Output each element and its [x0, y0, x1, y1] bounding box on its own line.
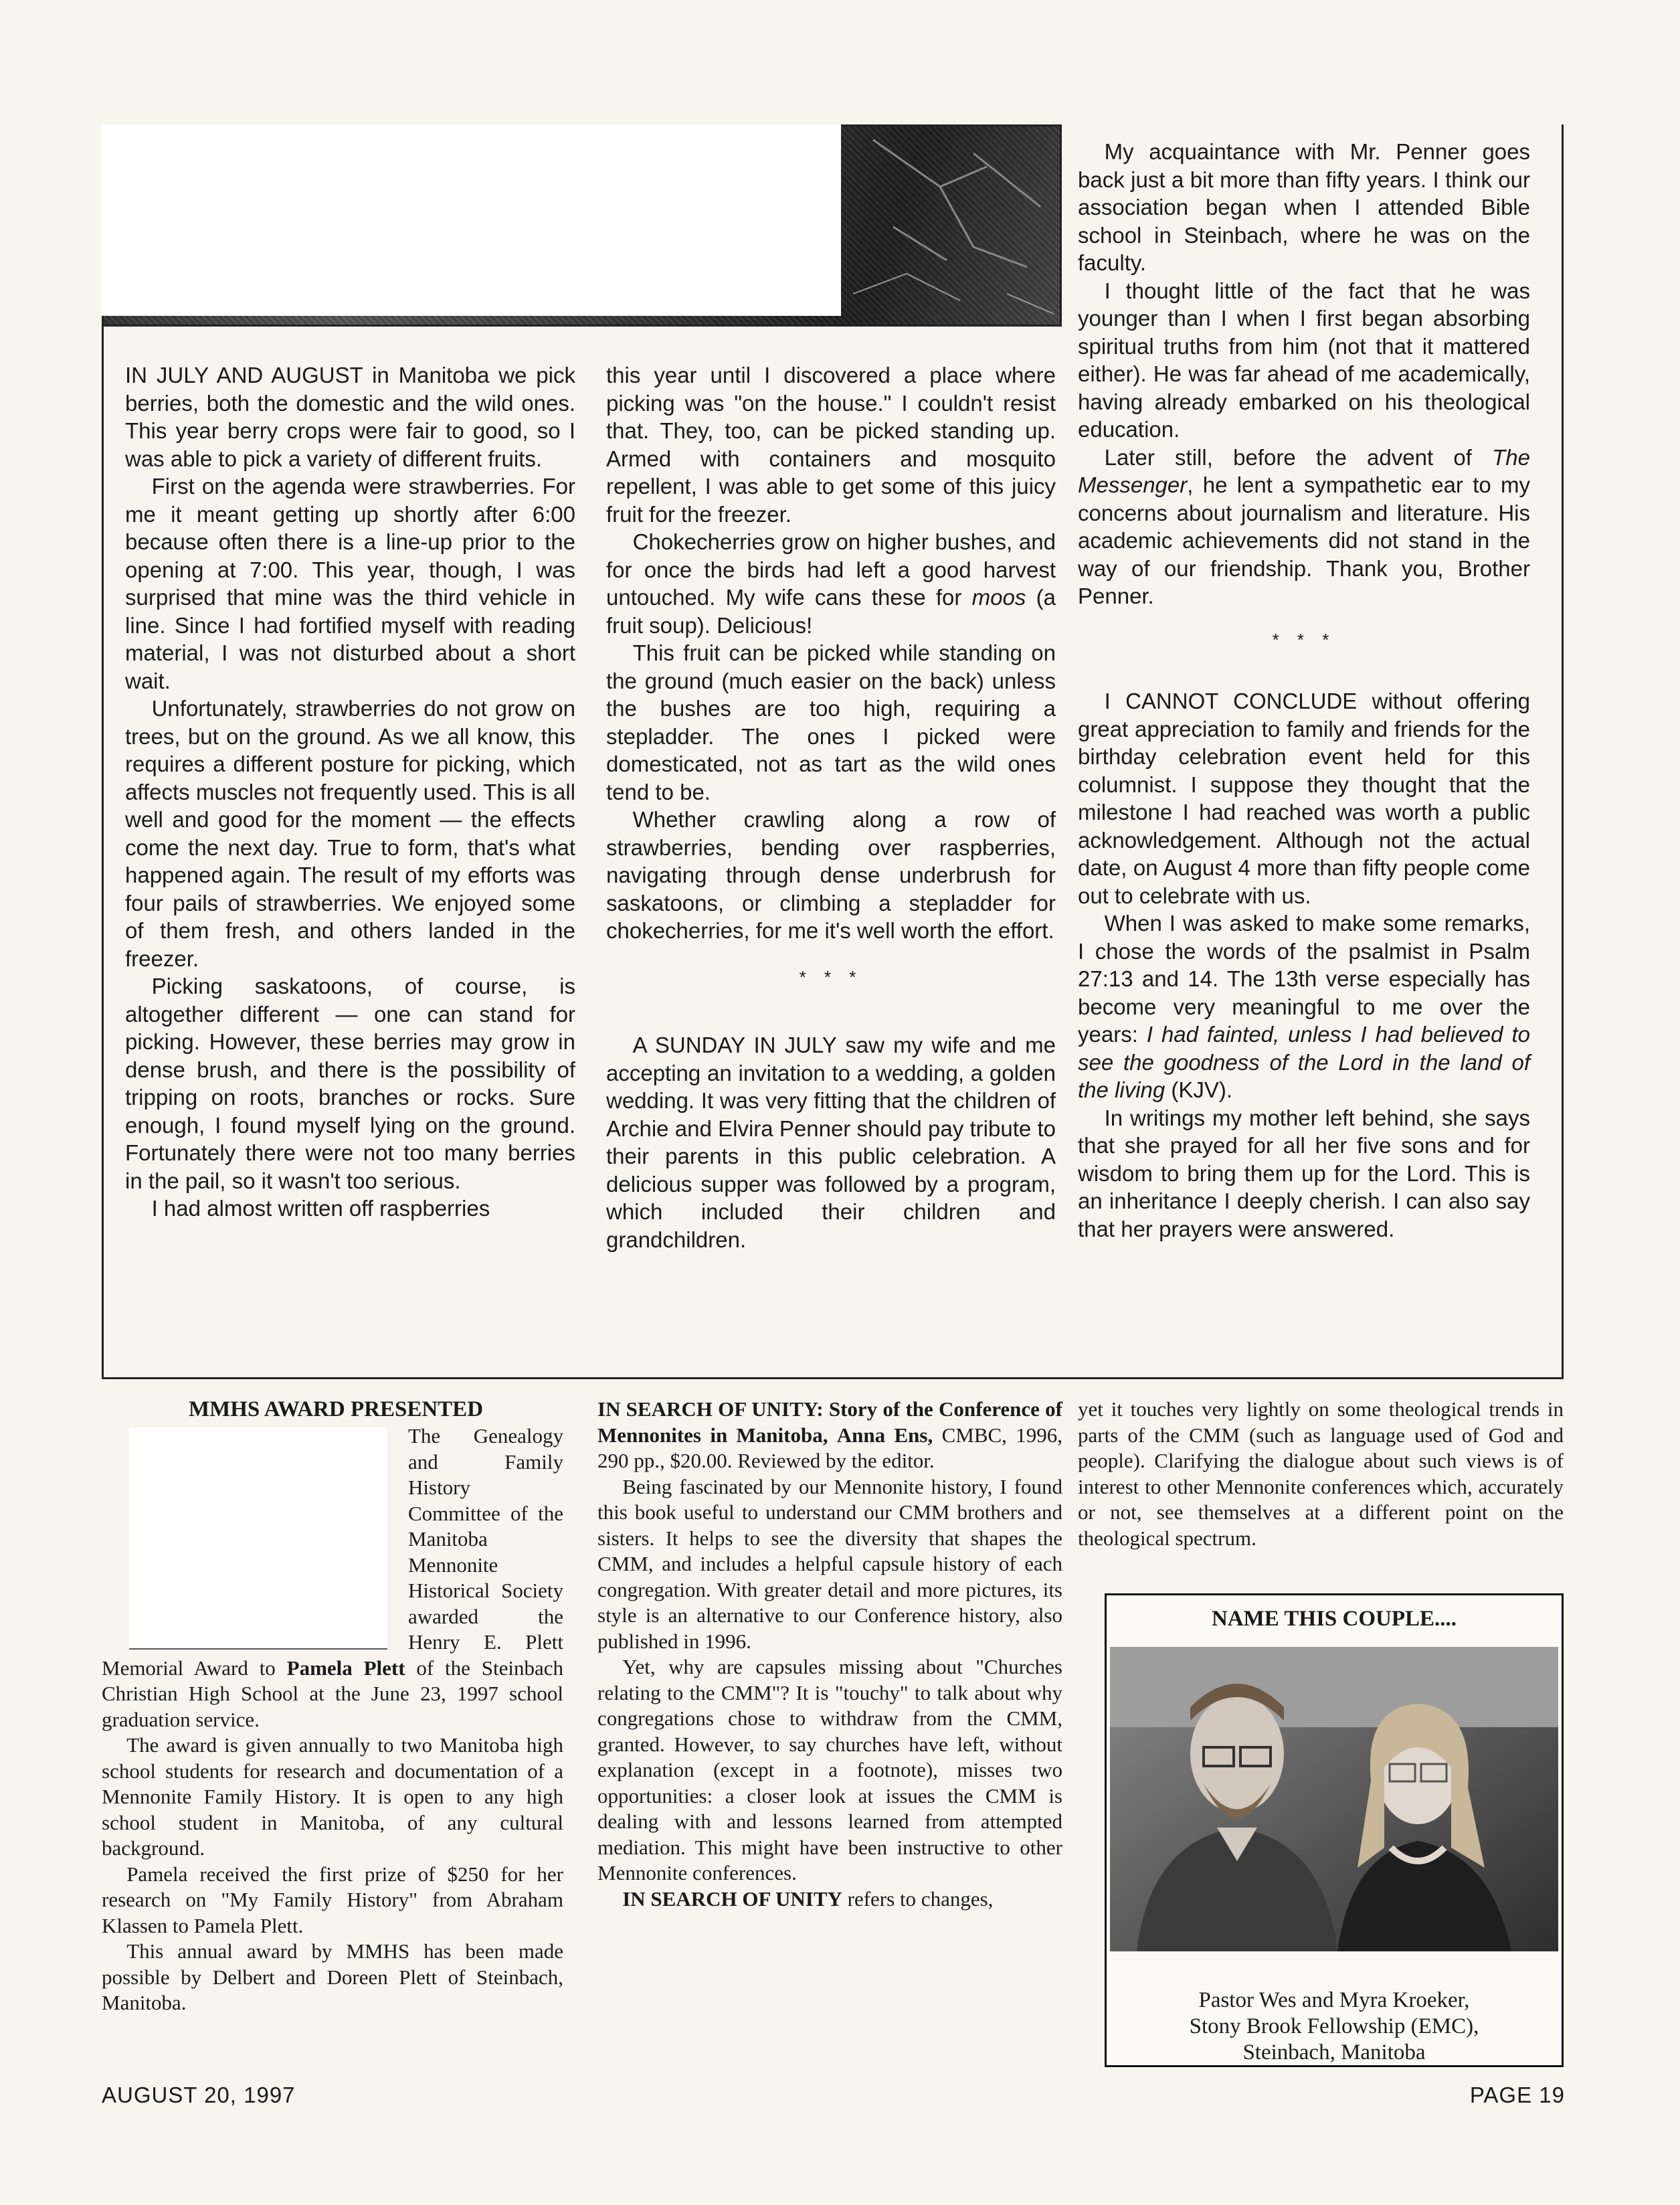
paragraph: In writings my mother left behind, she says that she prayed for all her five sons and for wisdom to bring them up for the Lord. This is an inheritance I deeply cherish. I can also say that her prayers were answered. — [1078, 1105, 1530, 1241]
paragraph: The Genealogy and Family History Committee of the Manitoba Mennonite Historical Society awarded the Henry E. Plett Memorial Award to Pamela Plett of the Steinbach Christian High School at the June 23, 1997 school graduation service. — [102, 1424, 563, 1731]
caption-line: Steinbach, Manitoba — [1242, 2040, 1426, 2064]
paragraph: Unfortunately, strawberries do not grow on trees, but on the ground. As we all know, this requires a different posture for picking, which affects muscles not frequently used. This is all well and good for the moment — the effects come the next day. True to form, that's what happened again. The result of my efforts was four pails of strawberries. We enjoyed some of them fresh, and others landed in the freezer. — [125, 696, 575, 971]
redacted-area — [102, 124, 841, 316]
caption-line: Pastor Wes and Myra Kroeker, — [1198, 1988, 1470, 2012]
paragraph: This annual award by MMHS has been made possible by Delbert and Doreen Plett of Steinbach, Manitoba. — [102, 1939, 563, 2014]
paragraph: Chokecherries grow on higher bushes, and for once the birds had left a good harvest untouched. My wife cans these for moos (a fruit soup). Delicious! — [606, 529, 1056, 638]
paragraph: I CANNOT CONCLUDE without offering great appreciation to family and friends for the birthday celebration event held for this columnist. I suppose they thought that the milestone I had reached was worth a public acknowledgement. Although not the actual date, on August 4 more than fifty people come out to celebrate with us. — [1078, 689, 1530, 908]
paragraph: IN JULY AND AUGUST in Manitoba we pick berries, both the domestic and the wild ones. This year berry crops were fair to good, so I was able to pick a variety of different fruits. — [125, 363, 575, 471]
footer-page-number: PAGE 19 — [1469, 2083, 1565, 2107]
italic-term: moos — [971, 585, 1026, 610]
section-separator: * * * — [799, 966, 863, 987]
book-review-continued — [1078, 1397, 1564, 1551]
paragraph: yet it touches very lightly on some theological trends in parts of the CMM (such as language used of God and people). Clarifying the dialogue about such views is of interest to other Mennonite conferences which, accurately or not, see themselves at a different point on the theological spectrum. — [1078, 1397, 1564, 1550]
paragraph: Picking saskatoons, of course, is altogether different — one can stand for picking. However, these berries may grow in dense brush, and there is the possibility of tripping on roots, branches or rocks. Sure enough, I found myself lying on the ground. Fortunately there were not too many berries in the pail, so it wasn't too serious. — [125, 974, 575, 1193]
paragraph: This fruit can be picked while standing on the ground (much easier on the back) unless the bushes are too high, requiring a stepladder. The ones I picked were domesticated, not as tart as the wild ones tend to be. — [606, 640, 1056, 804]
paragraph: Yet, why are capsules missing about "Churches relating to the CMM"? It is "touchy" to talk about why congregations chose to withdraw from the CMM, granted. However, to say churches have left, without explanation (except in a footnote), misses two opportunities: a closer look at issues the CMM is dealing with and lessons learned from attempted mediation. This might have been instructive to other Mennonite conferences. — [597, 1655, 1062, 1884]
paragraph: Later still, before the advent of The Messenger, he lent a sympathetic ear to my concerns about journalism and literature. His academic achievements did not stand in the way of our friendship. Thank you, Brother Penner. — [1078, 444, 1531, 608]
paragraph: I thought little of the fact that he was younger than I when I first began absorbing spiritual truths from him (not that it mattered either). He was far ahead of me academically, having already embarked on his theological education. — [1078, 278, 1530, 442]
book-review — [597, 1397, 1062, 1912]
award-heading: MMHS AWARD PRESENTED — [188, 1397, 484, 1421]
paragraph: IN SEARCH OF UNITY refers to changes, — [622, 1886, 994, 1911]
column-text-3 — [1078, 138, 1530, 1243]
paragraph: A SUNDAY IN JULY saw my wife and me accepting an invitation to a wedding, a golden wedding. It was very fitting that the children of Archie and Elvira Penner should pay tribute to their parents in this public celebration. A delicious supper was followed by a program, which included their children and grandchildren. — [606, 1033, 1056, 1252]
couple-heading: NAME THIS COUPLE.... — [1211, 1607, 1457, 1631]
footer-date: AUGUST 20, 1997 — [102, 2083, 296, 2107]
paragraph: My acquaintance with Mr. Penner goes back just a bit more than fifty years. I think our association began when I attended Bible school in Steinbach, where he was on the faculty. — [1078, 139, 1530, 275]
italic-title: The Messenger — [1078, 444, 1531, 497]
couple-caption — [1105, 1988, 1564, 2066]
paragraph: First on the agenda were strawberries. For me it meant getting up shortly after 6:00 because often there is a line-up prior to the opening at 7:00. This year, though, I was surprised that mine was the third vehicle in line. Since I had fortified myself with reading material, I was not disturbed about a short wait. — [125, 474, 575, 693]
paragraph: this year until I discovered a place where picking was "on the house." I couldn't resist that. They, too, can be picked standing up. Armed with containers and mosquito repellent, I was able to get some of this juicy fruit for the freezer. — [606, 363, 1056, 527]
award-article — [102, 1423, 563, 2016]
couple-photo-graphic — [1110, 1647, 1558, 1951]
couple-photo — [1110, 1647, 1558, 1951]
review-header: IN SEARCH OF UNITY: Story of the Conference of Mennonites in Manitoba, Anna Ens, CMBC, 1996, 290 pp., $20.00. Reviewed by the editor. — [597, 1397, 1063, 1472]
paragraph: The award is given annually to two Manitoba high school students for research and documentation of a Mennonite Family History. It is open to any high school student in Manitoba, of any cultural background. — [102, 1733, 563, 1860]
caption-line: Stony Brook Fellowship (EMC), — [1189, 2014, 1479, 2038]
paragraph: Being fascinated by our Mennonite history, I found this book useful to understand our CMM brothers and sisters. It helps to see the diversity that shapes the CMM, and includes a helpful capsule history of each congregation. With greater detail and more pictures, its style is an alternative to our Conference history, also published in 1996. — [597, 1474, 1062, 1653]
column-text-1 — [125, 361, 575, 1223]
column-text-2 — [606, 361, 1056, 1253]
section-separator: * * * — [1272, 629, 1336, 650]
paragraph: Pamela received the first prize of $250 for her research on "My Family History" from Abraham Klassen to Pamela Plett. — [102, 1862, 563, 1937]
paragraph: Whether crawling along a row of strawberries, bending over raspberries, navigating through dense underbrush for saskatoons, or climbing a stepladder for chokecherries, for me it's well worth the effort. — [606, 807, 1056, 943]
paragraph: I had almost written off raspberries — [151, 1196, 490, 1221]
scripture-quote: I had fainted, unless I had believed to see the goodness of the Lord in the land of the living — [1078, 1022, 1530, 1102]
awardee-name: Pamela Plett — [286, 1656, 405, 1680]
paragraph: When I was asked to make some remarks, I chose the words of the psalmist in Psalm 27:13 and 14. The 13th verse especially has become very meaningful to me over the years: I had fainted, unless I had believed to see the goodness of the Lord in the land of the living (KJV). — [1078, 911, 1530, 1102]
